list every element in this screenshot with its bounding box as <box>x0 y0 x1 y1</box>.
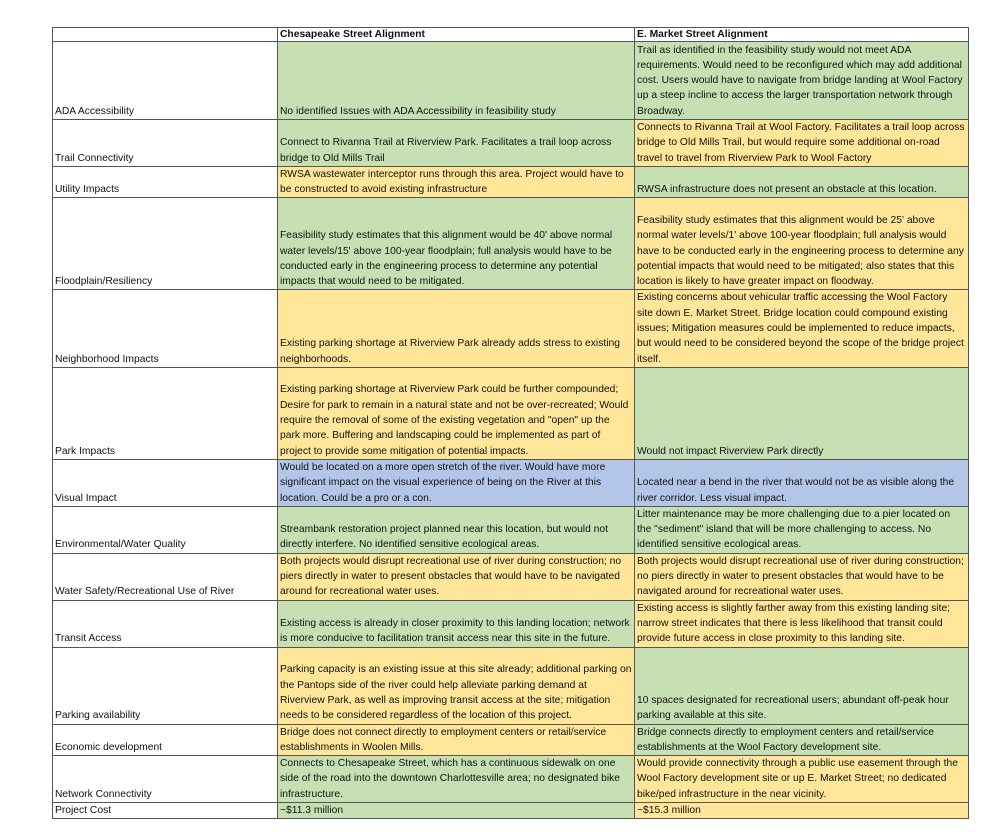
header-market: E. Market Street Alignment <box>635 28 969 42</box>
market-cell: Existing concerns about vehicular traffic accessing the Wool Factory site down E. Market Street. Bridge location could compound existing issues; Mitigation measures could be implemented to reduce impacts, but would need to be considered beyond the scope of the bridge project itself. <box>635 290 969 367</box>
table-row <box>53 120 969 167</box>
chesapeake-cell: Existing parking shortage at Riverview Park already adds stress to existing neighborhoods. <box>278 290 635 367</box>
chesapeake-cell: Connect to Rivanna Trail at Riverview Park. Facilitates a trail loop across bridge to Old Mills Trail <box>278 120 635 167</box>
table-row <box>53 367 969 459</box>
market-cell: Would not impact Riverview Park directly <box>635 367 969 459</box>
market-cell: Trail as identified in the feasibility study would not meet ADA requirements. Would need to be reconfigured which may add additional cost. Users would have to navigate from bridge landing at Wool Factory up a steep incline to access the larger transportation network through Broadway. <box>635 42 969 120</box>
table-row <box>53 290 969 367</box>
chesapeake-cell: RWSA wastewater interceptor runs through this area. Project would have to be constructed to avoid existing infrastructure <box>278 166 635 198</box>
row-label: Utility Impacts <box>53 166 278 198</box>
market-cell: Feasibility study estimates that this alignment would be 25' above normal water levels/1' above 100-year floodplain; full analysis would have to be conducted early in the engineering process to determine any potential impacts that would need to be mitigated; also states that this location is likely to have greater impact on floodway. <box>635 198 969 290</box>
market-cell: Would provide connectivity through a public use easement through the Wool Factory development site or up E. Market Street; no dedicated bike/ped infrastructure in the near vicinity. <box>635 756 969 803</box>
table-row <box>53 459 969 506</box>
chesapeake-cell: No identified Issues with ADA Accessibility in feasibility study <box>278 42 635 120</box>
market-cell: Litter maintenance may be more challenging due to a pier located on the "sediment" island that will be more challenging to access. No identified sensitive ecological areas. <box>635 506 969 553</box>
chesapeake-cell: Existing access is already in closer proximity to this landing location; network is more conducive to facilitation transit access near this site in the future. <box>278 600 635 647</box>
row-label: Visual Impact <box>53 459 278 506</box>
row-label: Transit Access <box>53 600 278 647</box>
row-label: Neighborhood Impacts <box>53 290 278 367</box>
table-row <box>53 198 969 290</box>
table-row <box>53 506 969 553</box>
row-label: ADA Accessibility <box>53 42 278 120</box>
row-label: Economic development <box>53 724 278 756</box>
table-row <box>53 166 969 198</box>
chesapeake-cell: Streambank restoration project planned near this location, but would not directly interfere. No identified sensitive ecological areas. <box>278 506 635 553</box>
market-cell: RWSA infrastructure does not present an obstacle at this location. <box>635 166 969 198</box>
market-cell: ~$15.3 million <box>635 803 969 819</box>
table-row <box>53 803 969 819</box>
chesapeake-cell: Parking capacity is an existing issue at this site already; additional parking on the Pantops side of the river could help alleviate parking demand at Riverview Park, as well as improving transit access at the site; mitigation needs to be considered regardless of the location of this project. <box>278 647 635 724</box>
market-cell: Both projects would disrupt recreational use of river during construction; no piers directly in water to present obstacles that would have to be navigated around for recreational water uses. <box>635 553 969 600</box>
row-label: Network Connectivity <box>53 756 278 803</box>
table-row <box>53 600 969 647</box>
chesapeake-cell: Existing parking shortage at Riverview Park could be further compounded; Desire for park to remain in a natural state and not be over-recreated; Would require the removal of some of the existing vegetation and "open" up the park more. Buffering and landscaping could be implemented as part of project to provide some mitigation of potential impacts. <box>278 367 635 459</box>
header-chesapeake: Chesapeake Street Alignment <box>278 28 635 42</box>
comparison-table <box>52 27 969 819</box>
row-label: Floodplain/Resiliency <box>53 198 278 290</box>
table-row <box>53 42 969 120</box>
chesapeake-cell: Would be located on a more open stretch of the river. Would have more significant impact on the visual experience of being on the River at this location. Could be a pro or a con. <box>278 459 635 506</box>
market-cell: Bridge connects directly to employment centers and retail/service establishments at the Wool Factory development site. <box>635 724 969 756</box>
table-row <box>53 647 969 724</box>
table-row <box>53 724 969 756</box>
chesapeake-cell: Feasibility study estimates that this alignment would be 40' above normal water levels/15' above 100-year floodplain; full analysis would have to be conducted early in the engineering process to determine any potential impacts that would need to be mitigated. <box>278 198 635 290</box>
chesapeake-cell: Connects to Chesapeake Street, which has a continuous sidewalk on one side of the road into the downtown Charlottesville area; no designated bike infrastructure. <box>278 756 635 803</box>
row-label: Project Cost <box>53 803 278 819</box>
row-label: Park Impacts <box>53 367 278 459</box>
market-cell: Connects to Rivanna Trail at Wool Factory. Facilitates a trail loop across bridge to Old Mills Trail, but would require some additional on-road travel to travel from Riverview Park to Wool Factory <box>635 120 969 167</box>
header-row <box>53 28 969 42</box>
market-cell: Existing access is slightly farther away from this existing landing site; narrow street indicates that there is less likelihood that transit could provide future access in close proximity to this landing site. <box>635 600 969 647</box>
chesapeake-cell: Both projects would disrupt recreational use of river during construction; no piers directly in water to present obstacles that would have to be navigated around for recreational water uses. <box>278 553 635 600</box>
chesapeake-cell: ~$11.3 million <box>278 803 635 819</box>
chesapeake-cell: Bridge does not connect directly to employment centers or retail/service establishments in Woolen Mills. <box>278 724 635 756</box>
market-cell: Located near a bend in the river that would not be as visible along the river corridor. Less visual impact. <box>635 459 969 506</box>
row-label: Water Safety/Recreational Use of River <box>53 553 278 600</box>
header-blank <box>53 28 278 42</box>
row-label: Trail Connectivity <box>53 120 278 167</box>
table-row <box>53 756 969 803</box>
row-label: Environmental/Water Quality <box>53 506 278 553</box>
table-row <box>53 553 969 600</box>
row-label: Parking availability <box>53 647 278 724</box>
market-cell: 10 spaces designated for recreational users; abundant off-peak hour parking available at this site. <box>635 647 969 724</box>
